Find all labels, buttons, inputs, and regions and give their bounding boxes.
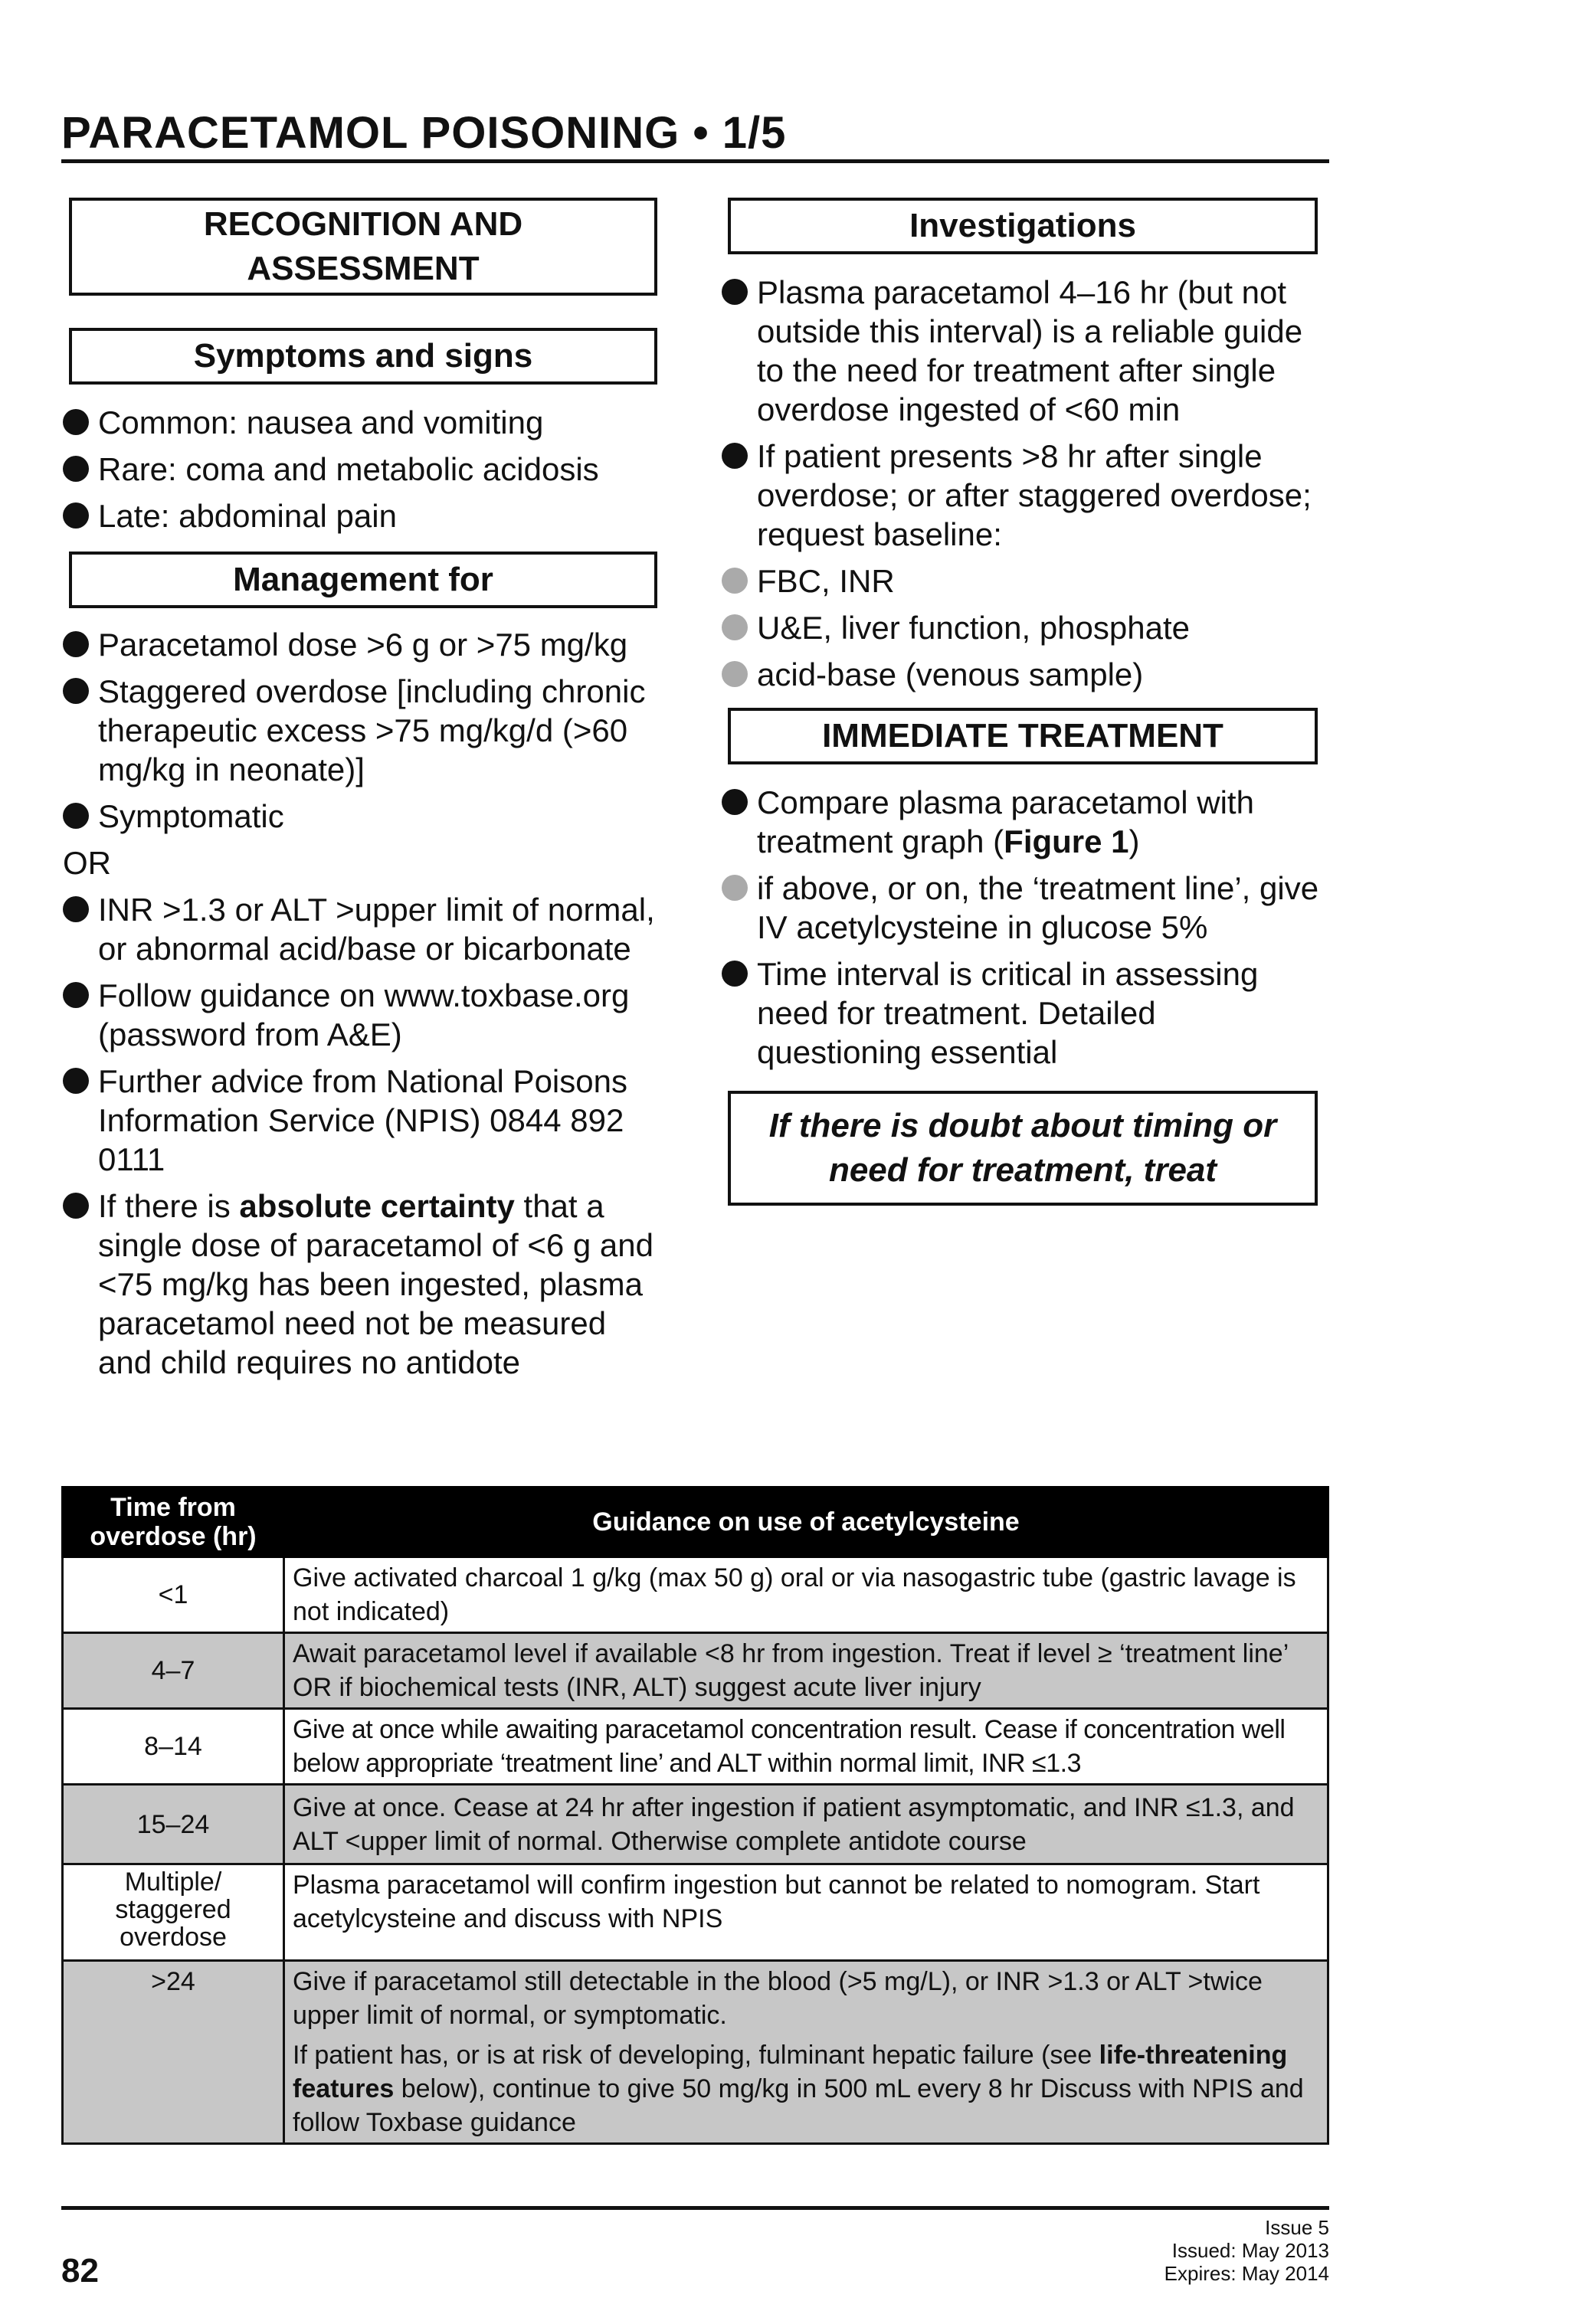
table-row — [63, 1633, 1328, 1709]
table-row — [63, 1864, 1328, 1961]
issue-number: Issue 5 — [1265, 2216, 1329, 2239]
management-heading: Management for — [233, 561, 493, 598]
bullet-icon — [63, 1068, 89, 1094]
column-header-guidance: Guidance on use of acetylcysteine — [284, 1488, 1328, 1557]
page-title: PARACETAMOL POISONING • 1/5 — [61, 108, 787, 158]
bullet-icon — [722, 568, 748, 594]
bullet-icon — [722, 443, 748, 469]
table-row — [63, 1961, 1328, 2144]
recognition-heading: RECOGNITION AND ASSESSMENT — [203, 205, 523, 287]
bullet-icon — [63, 1193, 89, 1219]
table-row — [63, 1709, 1328, 1785]
time-cell: <1 — [63, 1557, 284, 1633]
list-item: Paracetamol dose >6 g or >75 mg/kg — [63, 625, 668, 664]
title-rule — [61, 159, 1329, 163]
acetylcysteine-table — [61, 1486, 1329, 2145]
guidance-paragraph: If patient has, or is at risk of developing, fulminant hepatic failure (see life-threatening features below), continue to give 50 mg/kg in 500 mL every 8 hr Discuss with NPIS and follow Toxbase guidance — [293, 2041, 1304, 2137]
immediate-treatment-heading: IMMEDIATE TREATMENT — [822, 717, 1223, 754]
list-item: If patient presents >8 hr after single overdose; or after staggered overdose; request baseline: — [722, 437, 1327, 554]
bullet-icon — [722, 279, 748, 305]
guidance-cell: Give at once. Cease at 24 hr after ingestion if patient asymptomatic, and INR ≤1.3, and ALT <upper limit of normal. Otherwise complete antidote course — [284, 1785, 1328, 1864]
guidance-cell — [284, 1961, 1328, 2144]
bullet-icon — [722, 875, 748, 901]
guidance-cell: Plasma paracetamol will confirm ingestion but cannot be related to nomogram. Start acetylcysteine and discuss with NPIS — [284, 1864, 1328, 1961]
time-cell: Multiple/ staggered overdose — [63, 1864, 284, 1961]
bullet-icon — [63, 502, 89, 529]
bullet-icon — [722, 789, 748, 815]
column-header-time: Time from overdose (hr) — [63, 1488, 284, 1557]
page-number: 82 — [61, 2252, 99, 2290]
symptoms-list — [63, 403, 668, 543]
time-cell: 8–14 — [63, 1709, 284, 1785]
list-item: Further advice from National Poisons Information Service (NPIS) 0844 892 0111 — [63, 1062, 668, 1179]
bullet-icon — [722, 961, 748, 987]
immediate-treatment-box — [728, 708, 1318, 764]
list-item: if above, or on, the ‘treatment line’, give IV acetylcysteine in glucose 5% — [722, 869, 1327, 947]
list-item: INR >1.3 or ALT >upper limit of normal, or abnormal acid/base or bicarbonate — [63, 890, 668, 968]
expiry-date: Expires: May 2014 — [1164, 2262, 1329, 2285]
time-cell: 15–24 — [63, 1785, 284, 1864]
time-cell: 4–7 — [63, 1633, 284, 1709]
list-item: If there is absolute certainty that a single dose of paracetamol of <6 g and <75 mg/kg has been ingested, plasma paracetamol need not be measured and child requires no antidote — [63, 1187, 668, 1382]
list-item: Follow guidance on www.toxbase.org (password from A&E) — [63, 976, 668, 1054]
bullet-icon — [63, 631, 89, 657]
doubt-box — [728, 1091, 1318, 1206]
list-item: FBC, INR — [722, 561, 1327, 601]
bullet-icon — [63, 409, 89, 435]
list-item: Common: nausea and vomiting — [63, 403, 668, 442]
table-row — [63, 1557, 1328, 1633]
issued-date: Issued: May 2013 — [1171, 2239, 1329, 2262]
bullet-icon — [722, 661, 748, 687]
bullet-icon — [63, 982, 89, 1008]
management-list — [63, 625, 668, 1389]
bullet-icon — [63, 803, 89, 829]
guidance-paragraph: Give if paracetamol still detectable in the blood (>5 mg/L), or INR >1.3 or ALT >twice upper limit of normal, or symptomatic. — [293, 1967, 1263, 2030]
list-item: Symptomatic — [63, 797, 668, 836]
guidance-cell: Give activated charcoal 1 g/kg (max 50 g) oral or via nasogastric tube (gastric lavage is not indicated) — [284, 1557, 1328, 1633]
list-item: U&E, liver function, phosphate — [722, 608, 1327, 647]
list-item: acid-base (venous sample) — [722, 655, 1327, 694]
investigations-list — [722, 273, 1327, 702]
doubt-text: If there is doubt about timing or need for treatment, treat — [768, 1107, 1277, 1189]
guidance-cell: Await paracetamol level if available <8 hr from ingestion. Treat if level ≥ ‘treatment line’ OR if biochemical tests (INR, ALT) suggest acute liver injury — [284, 1633, 1328, 1709]
symptoms-heading: Symptoms and signs — [193, 337, 533, 375]
table-header-row — [63, 1488, 1328, 1557]
list-item: Late: abdominal pain — [63, 496, 668, 535]
issue-info — [1164, 2216, 1329, 2285]
bullet-icon — [63, 456, 89, 482]
recognition-box — [69, 198, 657, 296]
bullet-icon — [63, 678, 89, 704]
bullet-icon — [722, 614, 748, 640]
or-separator: OR — [63, 845, 111, 881]
investigations-heading: Investigations — [909, 207, 1136, 244]
list-item: Time interval is critical in assessing need for treatment. Detailed questioning essential — [722, 954, 1327, 1072]
investigations-box — [728, 198, 1318, 254]
guidance-cell: Give at once while awaiting paracetamol concentration result. Cease if concentration well below appropriate ‘treatment line’ and ALT within normal limit, INR ≤1.3 — [284, 1709, 1328, 1785]
symptoms-box — [69, 328, 657, 385]
time-cell: >24 — [63, 1961, 284, 2144]
treatment-list — [722, 783, 1327, 1079]
footer-rule — [61, 2206, 1329, 2210]
list-item: Staggered overdose [including chronic therapeutic excess >75 mg/kg/d (>60 mg/kg in neonate)] — [63, 672, 668, 789]
list-item: Rare: coma and metabolic acidosis — [63, 450, 668, 489]
management-box — [69, 552, 657, 608]
bullet-icon — [63, 896, 89, 922]
list-item: Compare plasma paracetamol with treatment graph (Figure 1) — [722, 783, 1327, 861]
table-row — [63, 1785, 1328, 1864]
list-item: Plasma paracetamol 4–16 hr (but not outside this interval) is a reliable guide to the need for treatment after single overdose ingested of <60 min — [722, 273, 1327, 429]
